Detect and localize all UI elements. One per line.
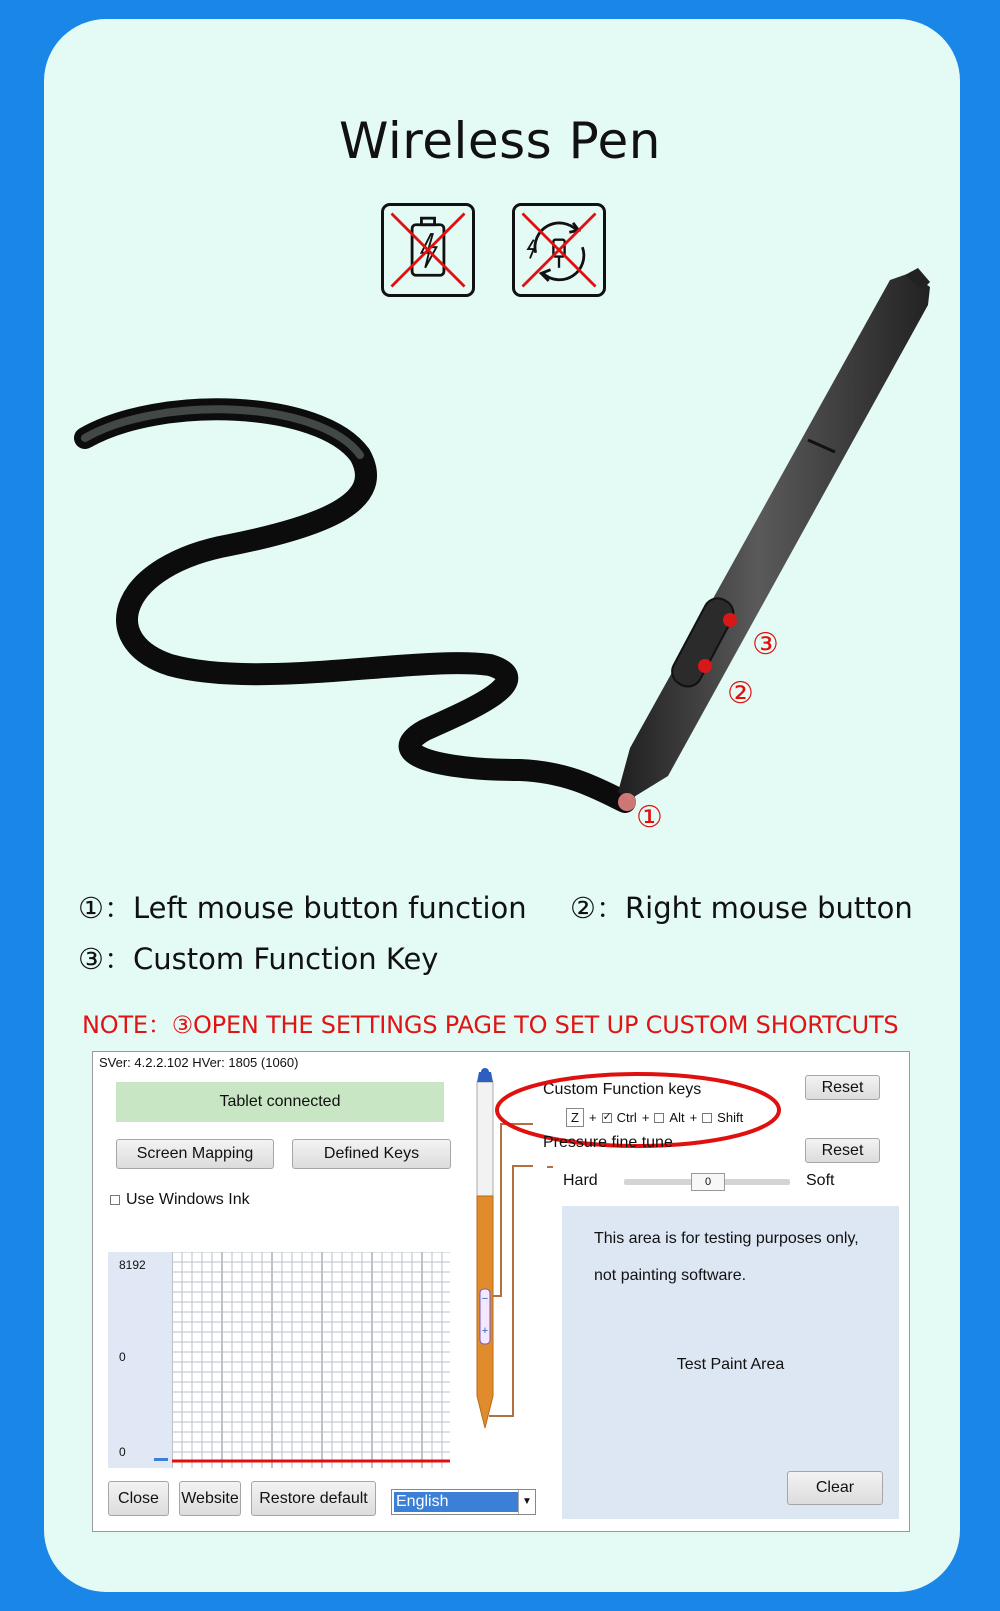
legend-right-button: ②：Right mouse button: [570, 891, 913, 925]
callout-one: ①: [636, 800, 663, 835]
close-button[interactable]: Close: [108, 1481, 169, 1516]
alt-label: Alt: [669, 1110, 685, 1125]
key-input[interactable]: Z: [566, 1108, 584, 1127]
pressure-label: Pressure fine tune: [543, 1134, 673, 1151]
legend-left-button: ①：Left mouse button function: [78, 891, 527, 925]
defined-keys-button[interactable]: Defined Keys: [292, 1139, 451, 1169]
windows-ink-option[interactable]: [110, 1191, 250, 1209]
test-text-line1: This area is for testing purposes only,: [594, 1230, 859, 1247]
graph-grid: [172, 1252, 450, 1468]
test-paint-area[interactable]: [562, 1206, 899, 1519]
version-label: SVer: 4.2.2.102 HVer: 1805 (1060): [99, 1055, 299, 1070]
reset-pressure-button[interactable]: Reset: [805, 1138, 880, 1163]
shortcut-row: Z + ✓ Ctrl + Alt + Shift: [566, 1108, 743, 1127]
pressure-level-bar: [154, 1458, 168, 1461]
callout-two: ②: [727, 676, 754, 711]
graph-label-mid: 0: [119, 1350, 126, 1364]
graph-label-min: 0: [119, 1445, 126, 1459]
callout-three: ③: [752, 627, 779, 662]
clear-button[interactable]: Clear: [787, 1471, 883, 1505]
stylus-pen: [618, 268, 930, 811]
tablet-status: Tablet connected: [116, 1082, 444, 1122]
restore-default-button[interactable]: Restore default: [251, 1481, 376, 1516]
svg-text:+: +: [481, 1325, 489, 1337]
language-select[interactable]: [391, 1489, 536, 1515]
graph-label-max: 8192: [119, 1258, 146, 1272]
ctrl-label: Ctrl: [616, 1110, 637, 1125]
language-value: English: [394, 1492, 518, 1512]
pressure-slider-thumb[interactable]: 0: [691, 1173, 725, 1191]
shift-label: Shift: [717, 1110, 744, 1125]
chevron-down-icon[interactable]: ▼: [518, 1490, 535, 1514]
test-area-label: Test Paint Area: [676, 1356, 785, 1373]
test-text-line2: not painting software.: [594, 1267, 747, 1284]
website-button[interactable]: Website: [179, 1481, 241, 1516]
legend-custom-key: ③：Custom Function Key: [78, 942, 439, 976]
ink-stroke: [85, 409, 625, 802]
windows-ink-checkbox[interactable]: [110, 1195, 120, 1205]
settings-window: [92, 1051, 910, 1532]
hard-connector: [547, 1166, 553, 1168]
page-title: Wireless Pen: [339, 112, 661, 170]
screen-mapping-button[interactable]: Screen Mapping: [116, 1139, 274, 1169]
soft-label: Soft: [806, 1172, 835, 1189]
pressure-graph: [108, 1252, 450, 1468]
custom-keys-label: Custom Function keys: [543, 1081, 702, 1098]
reset-keys-button[interactable]: Reset: [805, 1075, 880, 1100]
windows-ink-label: Use Windows Ink: [126, 1191, 250, 1208]
hard-label: Hard: [563, 1172, 598, 1189]
svg-text:−: −: [481, 1293, 489, 1305]
settings-note: NOTE：③OPEN THE SETTINGS PAGE TO SET UP CUSTOM SHORTCUTS: [82, 1011, 899, 1039]
ctrl-checkbox[interactable]: ✓: [602, 1110, 612, 1123]
